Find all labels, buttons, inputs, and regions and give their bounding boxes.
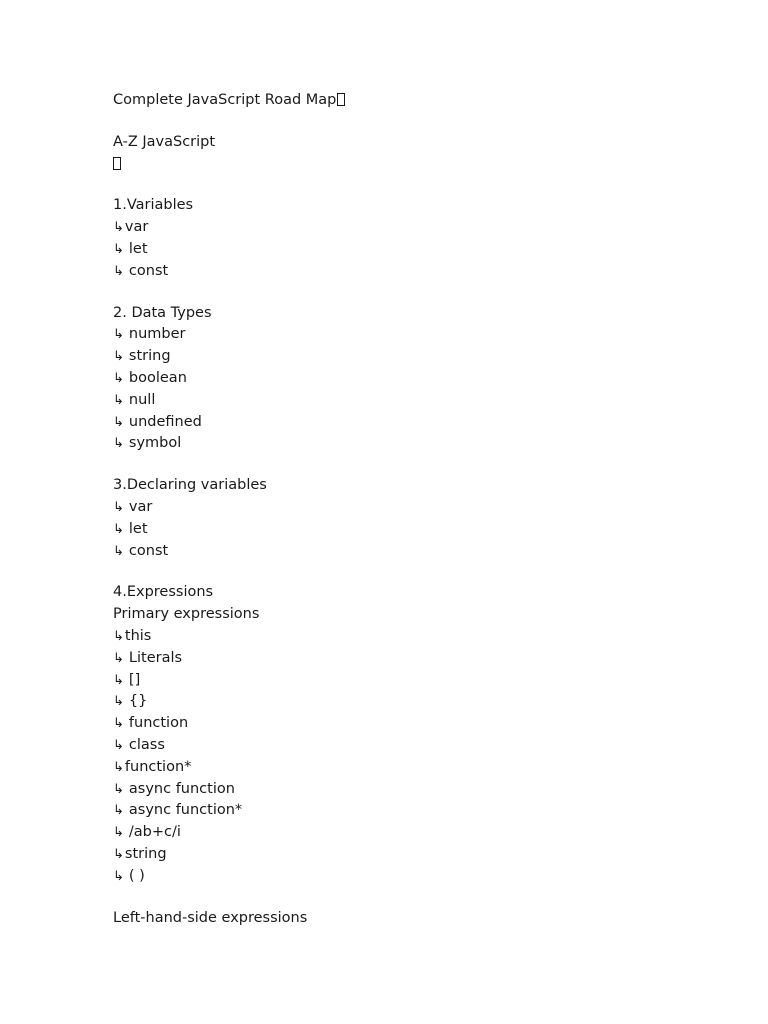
list-item xyxy=(113,519,713,541)
list-item-text: {} xyxy=(128,693,148,710)
list-item-text: undefined xyxy=(128,413,202,430)
list-item xyxy=(113,822,713,844)
list-item xyxy=(113,433,713,455)
return-arrow-icon: ↳ xyxy=(113,499,124,515)
list-item-text: var xyxy=(128,498,153,515)
list-item-text: const xyxy=(128,262,169,279)
list-item xyxy=(113,670,713,692)
list-item-text: boolean xyxy=(128,369,187,386)
list-item xyxy=(113,844,713,866)
list-item-text: [] xyxy=(128,671,141,688)
list-item-text: string xyxy=(128,348,171,365)
return-arrow-icon: ↳ xyxy=(113,672,124,688)
document-body xyxy=(113,90,713,929)
list-item-text: symbol xyxy=(128,435,182,452)
section-heading: 2. Data Types xyxy=(113,304,212,321)
return-arrow-icon: ↳ xyxy=(113,349,124,365)
return-arrow-icon: ↳ xyxy=(113,737,124,753)
list-item-text: null xyxy=(128,391,156,408)
return-arrow-icon: ↳ xyxy=(113,694,124,710)
return-arrow-icon: ↳ xyxy=(113,220,124,236)
section-heading: 3.Declaring variables xyxy=(113,477,267,494)
list-item-text: var xyxy=(124,219,149,236)
subtitle-glyph-line xyxy=(113,154,713,176)
return-arrow-icon: ↳ xyxy=(113,543,124,559)
document-title: Complete JavaScript Road Map xyxy=(113,92,337,108)
list-item xyxy=(113,412,713,434)
return-arrow-icon: ↳ xyxy=(113,628,124,644)
list-item xyxy=(113,346,713,368)
missing-glyph-icon xyxy=(337,93,345,106)
return-arrow-icon: ↳ xyxy=(113,846,124,862)
list-item-text: this xyxy=(124,627,152,644)
list-item-text: async function xyxy=(128,780,235,797)
section-subheading: Primary expressions xyxy=(113,606,260,623)
return-arrow-icon: ↳ xyxy=(113,759,124,775)
list-item xyxy=(113,541,713,563)
list-item xyxy=(113,324,713,346)
section-heading: 4.Expressions xyxy=(113,584,214,601)
list-item xyxy=(113,866,713,888)
list-item xyxy=(113,648,713,670)
list-item xyxy=(113,626,713,648)
list-item-text: class xyxy=(128,736,165,753)
return-arrow-icon: ↳ xyxy=(113,521,124,537)
list-item-text: let xyxy=(128,520,148,537)
list-item-text: number xyxy=(128,326,186,343)
section-heading: 1.Variables xyxy=(113,197,194,214)
list-item xyxy=(113,713,713,735)
return-arrow-icon: ↳ xyxy=(113,241,124,257)
list-item-text: string xyxy=(124,845,167,862)
return-arrow-icon: ↳ xyxy=(113,370,124,386)
list-item-text: const xyxy=(128,542,169,559)
list-item-text: async function* xyxy=(128,802,243,819)
list-item xyxy=(113,800,713,822)
return-arrow-icon: ↳ xyxy=(113,327,124,343)
list-item-text: Literals xyxy=(128,649,183,666)
list-item xyxy=(113,390,713,412)
list-item xyxy=(113,261,713,283)
list-item-text: let xyxy=(128,240,148,257)
return-arrow-icon: ↳ xyxy=(113,716,124,732)
return-arrow-icon: ↳ xyxy=(113,868,124,884)
list-item xyxy=(113,217,713,239)
document-subtitle: A-Z JavaScript xyxy=(113,133,216,150)
return-arrow-icon: ↳ xyxy=(113,825,124,841)
list-item xyxy=(113,497,713,519)
return-arrow-icon: ↳ xyxy=(113,650,124,666)
return-arrow-icon: ↳ xyxy=(113,436,124,452)
list-item-text: ( ) xyxy=(128,867,145,884)
list-item xyxy=(113,239,713,261)
list-item xyxy=(113,735,713,757)
trailing-heading: Left-hand-side expressions xyxy=(113,909,308,926)
list-item xyxy=(113,779,713,801)
return-arrow-icon: ↳ xyxy=(113,263,124,279)
return-arrow-icon: ↳ xyxy=(113,414,124,430)
list-item xyxy=(113,368,713,390)
sections-container xyxy=(113,195,713,907)
return-arrow-icon: ↳ xyxy=(113,781,124,797)
list-item-text: /ab+c/i xyxy=(128,824,181,841)
list-item-text: function xyxy=(128,715,189,732)
list-item-text: function* xyxy=(124,758,192,775)
missing-glyph-icon xyxy=(113,157,121,170)
return-arrow-icon: ↳ xyxy=(113,392,124,408)
list-item xyxy=(113,691,713,713)
document-title-line xyxy=(113,90,713,112)
return-arrow-icon: ↳ xyxy=(113,803,124,819)
list-item xyxy=(113,757,713,779)
